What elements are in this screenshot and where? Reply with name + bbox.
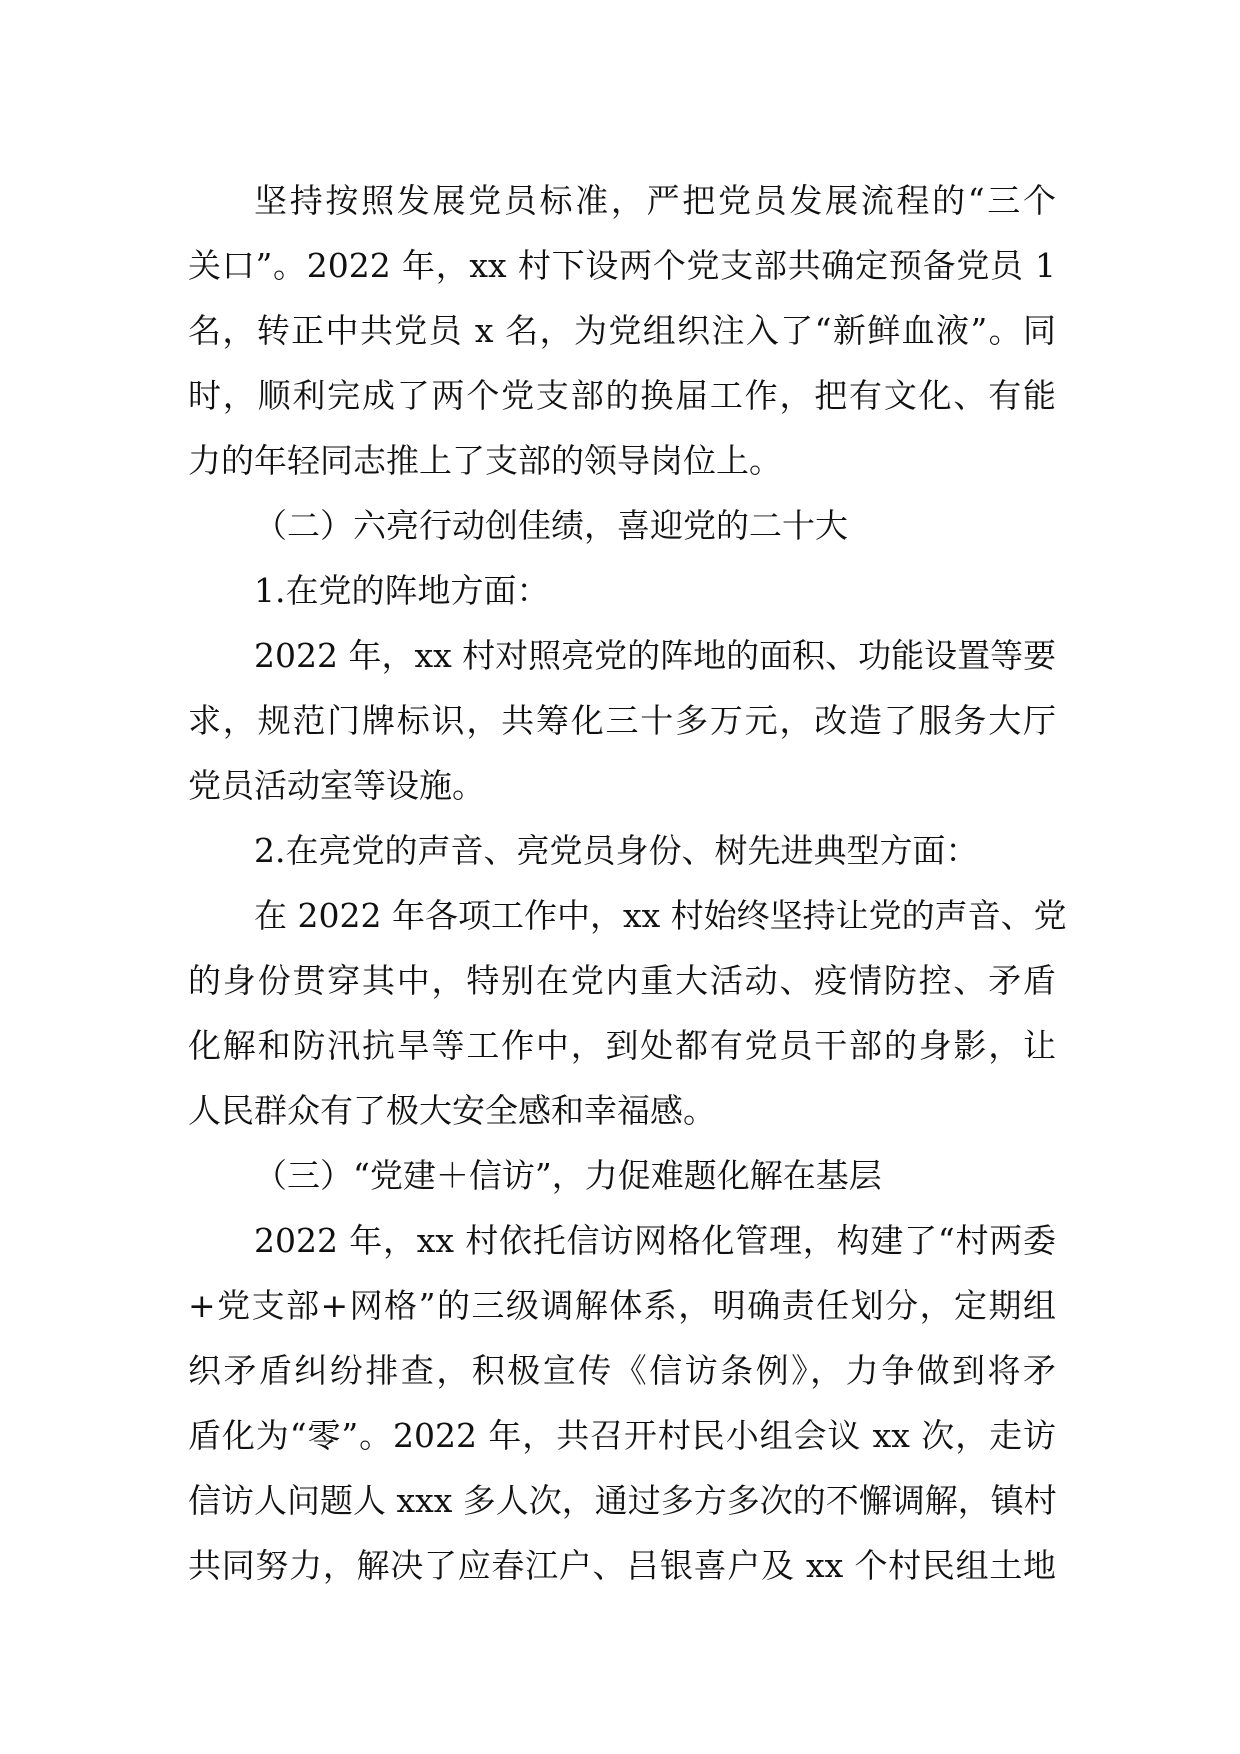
text-line: +党支部+网格”的三级调解体系，明确责任划分，定期组 [188, 1286, 1056, 1325]
text-line: 共同努力，解决了应春江户、吕银喜户及 xx 个村民组土地 [188, 1546, 1056, 1585]
text-line: 关口”。2022 年，xx 村下设两个党支部共确定预备党员 1 [188, 246, 1056, 285]
text-line: 1.在党的阵地方面： [254, 571, 550, 610]
text-line: 在 2022 年各项工作中，xx 村始终坚持让党的声音、党 [254, 896, 1067, 935]
text-line: 坚持按照发展党员标准，严把党员发展流程的“三个 [254, 181, 1056, 220]
text-line: 的身份贯穿其中，特别在党内重大活动、疫情防控、矛盾 [188, 961, 1056, 1000]
text-line: 信访人问题人 xxx 多人次，通过多方多次的不懈调解，镇村 [188, 1481, 1057, 1520]
text-line: （三）“党建＋信访”，力促难题化解在基层 [254, 1156, 882, 1195]
text-line: 2022 年，xx 村对照亮党的阵地的面积、功能设置等要 [254, 636, 1057, 675]
text-line: 党员活动室等设施。 [188, 766, 485, 805]
text-line: 人民群众有了极大安全感和幸福感。 [188, 1091, 716, 1130]
text-line: 名，转正中共党员 x 名，为党组织注入了“新鲜血液”。同 [188, 311, 1056, 350]
text-line: 力的年轻同志推上了支部的领导岗位上。 [188, 441, 782, 480]
text-line: 盾化为“零”。2022 年，共召开村民小组会议 xx 次，走访 [188, 1416, 1056, 1455]
text-line: 求，规范门牌标识，共筹化三十多万元，改造了服务大厅 [188, 701, 1056, 740]
text-line: 时，顺利完成了两个党支部的换届工作，把有文化、有能 [188, 376, 1056, 415]
document-body [188, 168, 1067, 1598]
text-line: 2022 年，xx 村依托信访网格化管理，构建了“村两委 [254, 1221, 1056, 1260]
text-line: （二）六亮行动创佳绩，喜迎党的二十大 [254, 506, 848, 545]
text-line: 织矛盾纠纷排查，积极宣传《信访条例》，力争做到将矛 [188, 1351, 1056, 1390]
text-line: 化解和防汛抗旱等工作中，到处都有党员干部的身影，让 [188, 1026, 1056, 1065]
text-line: 2.在亮党的声音、亮党员身份、树先进典型方面： [254, 831, 979, 870]
